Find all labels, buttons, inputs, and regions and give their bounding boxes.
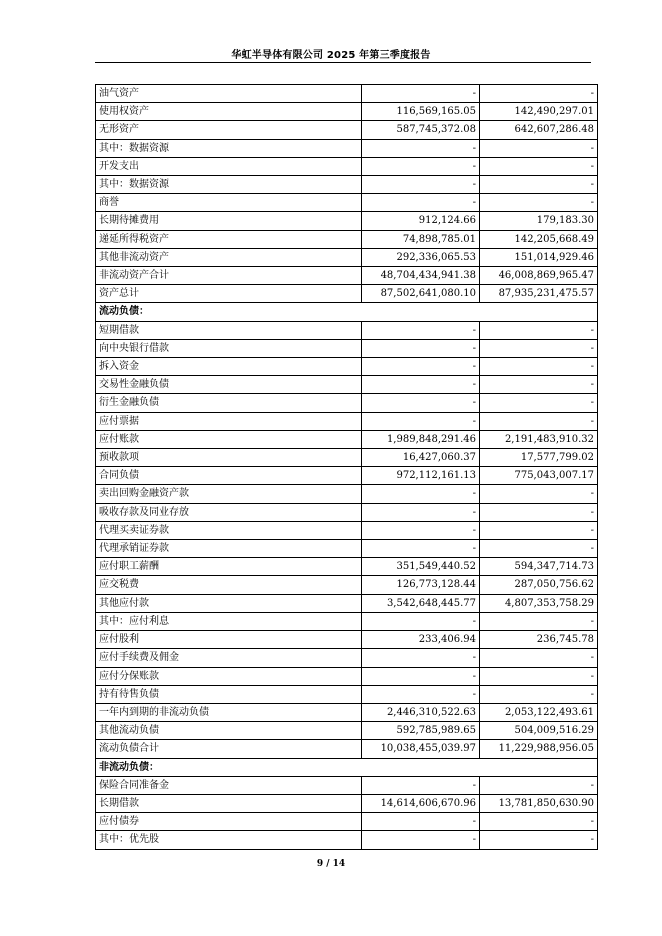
prior-period-value: 179,183.30 [480,212,598,230]
prior-period-value: - [480,831,598,849]
table-row [96,794,598,812]
current-period-value: - [362,412,480,430]
prior-period-value: - [480,339,598,357]
prior-period-value: 151,014,929.46 [480,248,598,266]
row-label: 非流动资产合计 [96,267,362,285]
row-label: 其他流动负债 [96,722,362,740]
prior-period-value: - [480,540,598,558]
current-period-value: - [362,776,480,794]
prior-period-value: - [480,358,598,376]
current-period-value: 10,038,455,039.97 [362,740,480,758]
current-period-value: - [362,85,480,103]
row-label: 应付债券 [96,813,362,831]
table-row [96,285,598,303]
prior-period-value: - [480,503,598,521]
current-period-value: 972,112,161.13 [362,467,480,485]
current-period-value: 912,124.66 [362,212,480,230]
current-period-value: - [362,485,480,503]
row-label: 合同负债 [96,467,362,485]
prior-period-value: - [480,521,598,539]
prior-period-value: - [480,139,598,157]
prior-period-value: 13,781,850,630.90 [480,794,598,812]
table-row [96,685,598,703]
prior-period-value: 594,347,714.73 [480,558,598,576]
row-label: 代理买卖证券款 [96,521,362,539]
table-row [96,667,598,685]
prior-period-value: - [480,194,598,212]
current-period-value: 126,773,128.44 [362,576,480,594]
current-period-value: 233,406.94 [362,631,480,649]
current-period-value: - [362,685,480,703]
row-label: 一年内到期的非流动负债 [96,703,362,721]
table-row [96,157,598,175]
row-label: 开发支出 [96,157,362,175]
current-period-value: - [362,176,480,194]
current-period-value: 3,542,648,445.77 [362,594,480,612]
row-label: 长期待摊费用 [96,212,362,230]
table-row [96,194,598,212]
row-label: 衍生金融负债 [96,394,362,412]
current-period-value: 74,898,785.01 [362,230,480,248]
row-label: 其中：应付利息 [96,612,362,630]
row-label: 拆入资金 [96,358,362,376]
current-period-value: 292,336,065.53 [362,248,480,266]
current-period-value: 48,704,434,941.38 [362,267,480,285]
prior-period-value: 87,935,231,475.57 [480,285,598,303]
table-row [96,376,598,394]
current-period-value: 116,569,165.05 [362,103,480,121]
row-label: 预收款项 [96,449,362,467]
table-row [96,467,598,485]
section-row [96,303,598,321]
table-row [96,267,598,285]
prior-period-value: - [480,485,598,503]
row-label: 长期借款 [96,794,362,812]
prior-period-value: - [480,685,598,703]
prior-period-value: 775,043,007.17 [480,467,598,485]
current-period-value: - [362,521,480,539]
row-label: 应付股利 [96,631,362,649]
row-label: 交易性金融负债 [96,376,362,394]
table-row [96,176,598,194]
current-period-value: - [362,376,480,394]
row-label: 其他非流动资产 [96,248,362,266]
current-period-value: - [362,394,480,412]
table-row [96,321,598,339]
header-divider [95,62,591,63]
table-row [96,85,598,103]
row-label: 应付手续费及佣金 [96,649,362,667]
table-row [96,594,598,612]
prior-period-value: - [480,176,598,194]
current-period-value: 351,549,440.52 [362,558,480,576]
current-period-value: - [362,194,480,212]
current-period-value: 1,989,848,291.46 [362,430,480,448]
current-period-value: 587,745,372.08 [362,121,480,139]
current-period-value: - [362,612,480,630]
current-period-value: 87,502,641,080.10 [362,285,480,303]
row-label: 油气资产 [96,85,362,103]
prior-period-value: - [480,667,598,685]
row-label: 其中：数据资源 [96,139,362,157]
prior-period-value: - [480,376,598,394]
row-label: 短期借款 [96,321,362,339]
current-period-value: - [362,503,480,521]
current-period-value: 2,446,310,522.63 [362,703,480,721]
row-label: 向中央银行借款 [96,339,362,357]
report-header: 华虹半导体有限公司 2025 年第三季度报告 [231,50,431,61]
row-label: 其他应付款 [96,594,362,612]
current-period-value: 14,614,606,670.96 [362,794,480,812]
prior-period-value: 287,050,756.62 [480,576,598,594]
prior-period-value: 4,807,353,758.29 [480,594,598,612]
balance-sheet-table [95,84,598,850]
table-row [96,485,598,503]
balance-sheet-body [96,85,598,850]
table-row [96,339,598,357]
row-label: 应付分保账款 [96,667,362,685]
prior-period-value: 142,490,297.01 [480,103,598,121]
table-row [96,358,598,376]
row-label: 保险合同准备金 [96,776,362,794]
current-period-value: - [362,813,480,831]
prior-period-value: - [480,776,598,794]
row-label: 应付票据 [96,412,362,430]
table-row [96,248,598,266]
prior-period-value: 11,229,988,956.05 [480,740,598,758]
table-row [96,139,598,157]
table-row [96,230,598,248]
row-label: 无形资产 [96,121,362,139]
row-label: 卖出回购金融资产款 [96,485,362,503]
current-period-value: - [362,540,480,558]
row-label: 应交税费 [96,576,362,594]
row-label: 吸收存款及同业存放 [96,503,362,521]
prior-period-value: - [480,813,598,831]
prior-period-value: 2,053,122,493.61 [480,703,598,721]
current-period-value: - [362,667,480,685]
prior-period-value: - [480,612,598,630]
prior-period-value: - [480,412,598,430]
table-row [96,412,598,430]
current-period-value: - [362,831,480,849]
table-row [96,740,598,758]
table-row [96,121,598,139]
section-row [96,758,598,776]
current-period-value: - [362,321,480,339]
table-row [96,649,598,667]
table-row [96,576,598,594]
row-label: 商誉 [96,194,362,212]
row-label: 其中：数据资源 [96,176,362,194]
current-period-value: - [362,649,480,667]
prior-period-value: 17,577,799.02 [480,449,598,467]
current-period-value: 16,427,060.37 [362,449,480,467]
row-label: 持有待售负债 [96,685,362,703]
prior-period-value: - [480,321,598,339]
row-label: 使用权资产 [96,103,362,121]
prior-period-value: - [480,394,598,412]
row-label: 递延所得税资产 [96,230,362,248]
current-period-value: - [362,157,480,175]
prior-period-value: - [480,85,598,103]
section-heading: 非流动负债： [96,758,598,776]
prior-period-value: - [480,157,598,175]
table-row [96,703,598,721]
page-number: 9 / 14 [316,859,346,869]
prior-period-value: 46,008,869,965.47 [480,267,598,285]
row-label: 代理承销证券款 [96,540,362,558]
table-row [96,631,598,649]
section-heading: 流动负债： [96,303,598,321]
prior-period-value: 642,607,286.48 [480,121,598,139]
current-period-value: - [362,358,480,376]
current-period-value: - [362,339,480,357]
table-row [96,813,598,831]
prior-period-value: 2,191,483,910.32 [480,430,598,448]
table-row [96,540,598,558]
row-label: 流动负债合计 [96,740,362,758]
table-row [96,776,598,794]
prior-period-value: 142,205,668.49 [480,230,598,248]
table-row [96,449,598,467]
table-row [96,394,598,412]
table-row [96,212,598,230]
current-period-value: - [362,139,480,157]
row-label: 资产总计 [96,285,362,303]
table-row [96,430,598,448]
row-label: 其中：优先股 [96,831,362,849]
table-row [96,103,598,121]
table-row [96,521,598,539]
table-row [96,503,598,521]
table-row [96,558,598,576]
prior-period-value: - [480,649,598,667]
prior-period-value: 236,745.78 [480,631,598,649]
table-row [96,831,598,849]
table-row [96,722,598,740]
table-row [96,612,598,630]
current-period-value: 592,785,989.65 [362,722,480,740]
row-label: 应付账款 [96,430,362,448]
prior-period-value: 504,009,516.29 [480,722,598,740]
row-label: 应付职工薪酬 [96,558,362,576]
